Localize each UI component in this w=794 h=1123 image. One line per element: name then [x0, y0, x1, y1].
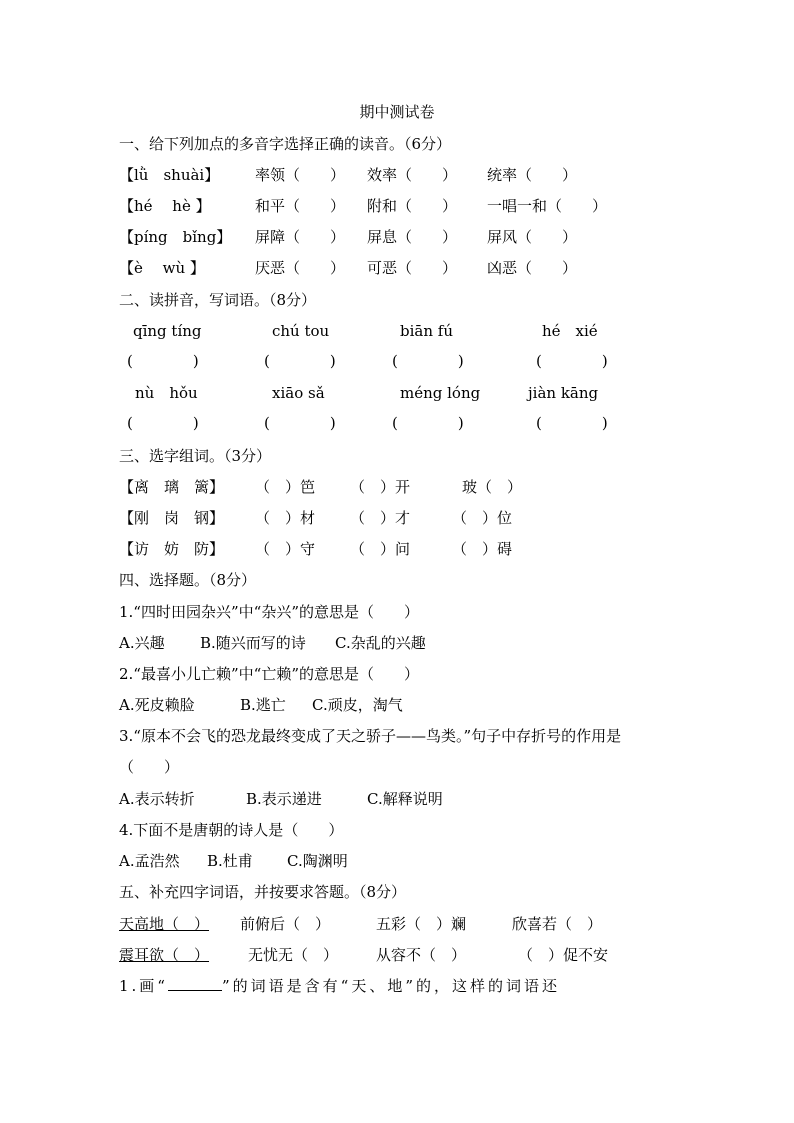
- underline-blank: [168, 976, 222, 991]
- s1-row1-b: 效率（ ）: [367, 166, 458, 184]
- idiom-6[interactable]: 无忧无（ ）: [248, 946, 339, 964]
- s1-row3-label: 【píng bǐng】: [119, 228, 232, 246]
- s1-row3-c: 屏风（ ）: [487, 228, 578, 246]
- s1-row2-b: 附和（ ）: [367, 197, 458, 215]
- s1-row1-label: 【lǜ shuài】: [119, 166, 220, 184]
- pinyin-4: hé xié: [542, 322, 598, 340]
- question-2: 2.“最喜小儿亡赖”中“亡赖”的意思是（ ）: [119, 665, 419, 683]
- question-5-1: [119, 976, 560, 996]
- pinyin-5: nù hǒu: [135, 384, 198, 402]
- question-1: 1.“四时田园杂兴”中“杂兴”的意思是（ ）: [119, 603, 419, 621]
- section-5-heading: 五、补充四字词语，并按要求答题。（8分）: [119, 883, 407, 901]
- q2-option-b[interactable]: B.逃亡: [240, 696, 286, 714]
- answer-blank[interactable]: ( ): [264, 352, 336, 370]
- s3-row1-a: （ ）笆: [255, 478, 316, 496]
- s1-row3-b: 屏息（ ）: [367, 228, 458, 246]
- s1-row2-a: 和平（ ）: [255, 197, 346, 215]
- answer-blank[interactable]: ( ): [264, 414, 336, 432]
- q1-option-c[interactable]: C.杂乱的兴趣: [335, 634, 426, 652]
- idiom-2[interactable]: 前俯后（ ）: [240, 915, 331, 933]
- section-2-heading: 二、读拼音，写词语。（8分）: [119, 291, 317, 309]
- pinyin-6: xiāo sǎ: [272, 384, 325, 402]
- s3-row1-c: 玻（ ）: [462, 478, 523, 496]
- section-1-heading: 一、给下列加点的多音字选择正确的读音。（6分）: [119, 135, 452, 153]
- s1-row4-a: 厌恶（ ）: [255, 259, 346, 277]
- s3-row3-c: （ ）碍: [452, 540, 513, 558]
- s1-row2-label: 【hé hè 】: [119, 197, 211, 215]
- pinyin-2: chú tou: [272, 322, 330, 340]
- s1-row3-a: 屏障（ ）: [255, 228, 346, 246]
- pinyin-3: biān fú: [400, 322, 453, 340]
- pinyin-8: jiàn kāng: [528, 384, 599, 402]
- pinyin-7: méng lóng: [400, 384, 481, 402]
- idiom-3[interactable]: 五彩（ ）斓: [376, 915, 467, 933]
- idiom-7[interactable]: 从容不（ ）: [376, 946, 467, 964]
- section-4-heading: 四、选择题。（8分）: [119, 571, 257, 589]
- s3-row3-a: （ ）守: [255, 540, 316, 558]
- s1-row4-label: 【è wù 】: [119, 259, 205, 277]
- s1-row4-c: 凶恶（ ）: [487, 259, 578, 277]
- q3-option-a[interactable]: A.表示转折: [119, 790, 195, 808]
- q5-1-prefix: 1.画“: [119, 977, 168, 995]
- s3-row1-label: 【离 璃 篱】: [119, 478, 225, 496]
- q3-option-c[interactable]: C.解释说明: [367, 790, 443, 808]
- s3-row2-label: 【刚 岗 钢】: [119, 509, 225, 527]
- s3-row3-b: （ ）问: [350, 540, 411, 558]
- q4-option-b[interactable]: B.杜甫: [207, 852, 253, 870]
- q4-option-c[interactable]: C.陶渊明: [287, 852, 348, 870]
- question-3: 3.“原本不会飞的恐龙最终变成了天之骄子——鸟类。”句子中存折号的作用是: [119, 727, 622, 745]
- s3-row2-a: （ ）材: [255, 509, 316, 527]
- answer-blank[interactable]: ( ): [392, 352, 464, 370]
- idiom-5[interactable]: 震耳欲（ ）: [119, 946, 210, 964]
- idiom-4[interactable]: 欣喜若（ ）: [512, 915, 603, 933]
- q1-option-a[interactable]: A.兴趣: [119, 634, 165, 652]
- pinyin-1: qīng tíng: [133, 322, 202, 340]
- s1-row2-c: 一唱一和（ ）: [487, 197, 608, 215]
- s1-row1-a: 率领（ ）: [255, 166, 346, 184]
- idiom-8[interactable]: （ ）促不安: [518, 946, 609, 964]
- q4-option-a[interactable]: A.孟浩然: [119, 852, 180, 870]
- answer-blank[interactable]: ( ): [127, 414, 199, 432]
- s3-row2-c: （ ）位: [452, 509, 513, 527]
- q2-option-c[interactable]: C.顽皮，淘气: [312, 696, 403, 714]
- answer-blank[interactable]: ( ): [392, 414, 464, 432]
- s3-row1-b: （ ）开: [350, 478, 411, 496]
- page-title: 期中测试卷: [359, 103, 435, 121]
- s1-row1-c: 统率（ ）: [487, 166, 578, 184]
- s3-row2-b: （ ）才: [350, 509, 411, 527]
- question-3-blank[interactable]: （ ）: [119, 758, 180, 776]
- s1-row4-b: 可恶（ ）: [367, 259, 458, 277]
- answer-blank[interactable]: ( ): [127, 352, 199, 370]
- q3-option-b[interactable]: B.表示递进: [246, 790, 322, 808]
- s3-row3-label: 【访 妨 防】: [119, 540, 225, 558]
- q5-1-suffix: ”的词语是含有“天、地”的，这样的词语还: [221, 977, 560, 995]
- answer-blank[interactable]: ( ): [536, 414, 608, 432]
- q2-option-a[interactable]: A.死皮赖脸: [119, 696, 195, 714]
- answer-blank[interactable]: ( ): [536, 352, 608, 370]
- question-4: 4.下面不是唐朝的诗人是（ ）: [119, 821, 344, 839]
- section-3-heading: 三、选字组词。（3分）: [119, 447, 272, 465]
- q1-option-b[interactable]: B.随兴而写的诗: [200, 634, 306, 652]
- idiom-1[interactable]: 天高地（ ）: [119, 915, 210, 933]
